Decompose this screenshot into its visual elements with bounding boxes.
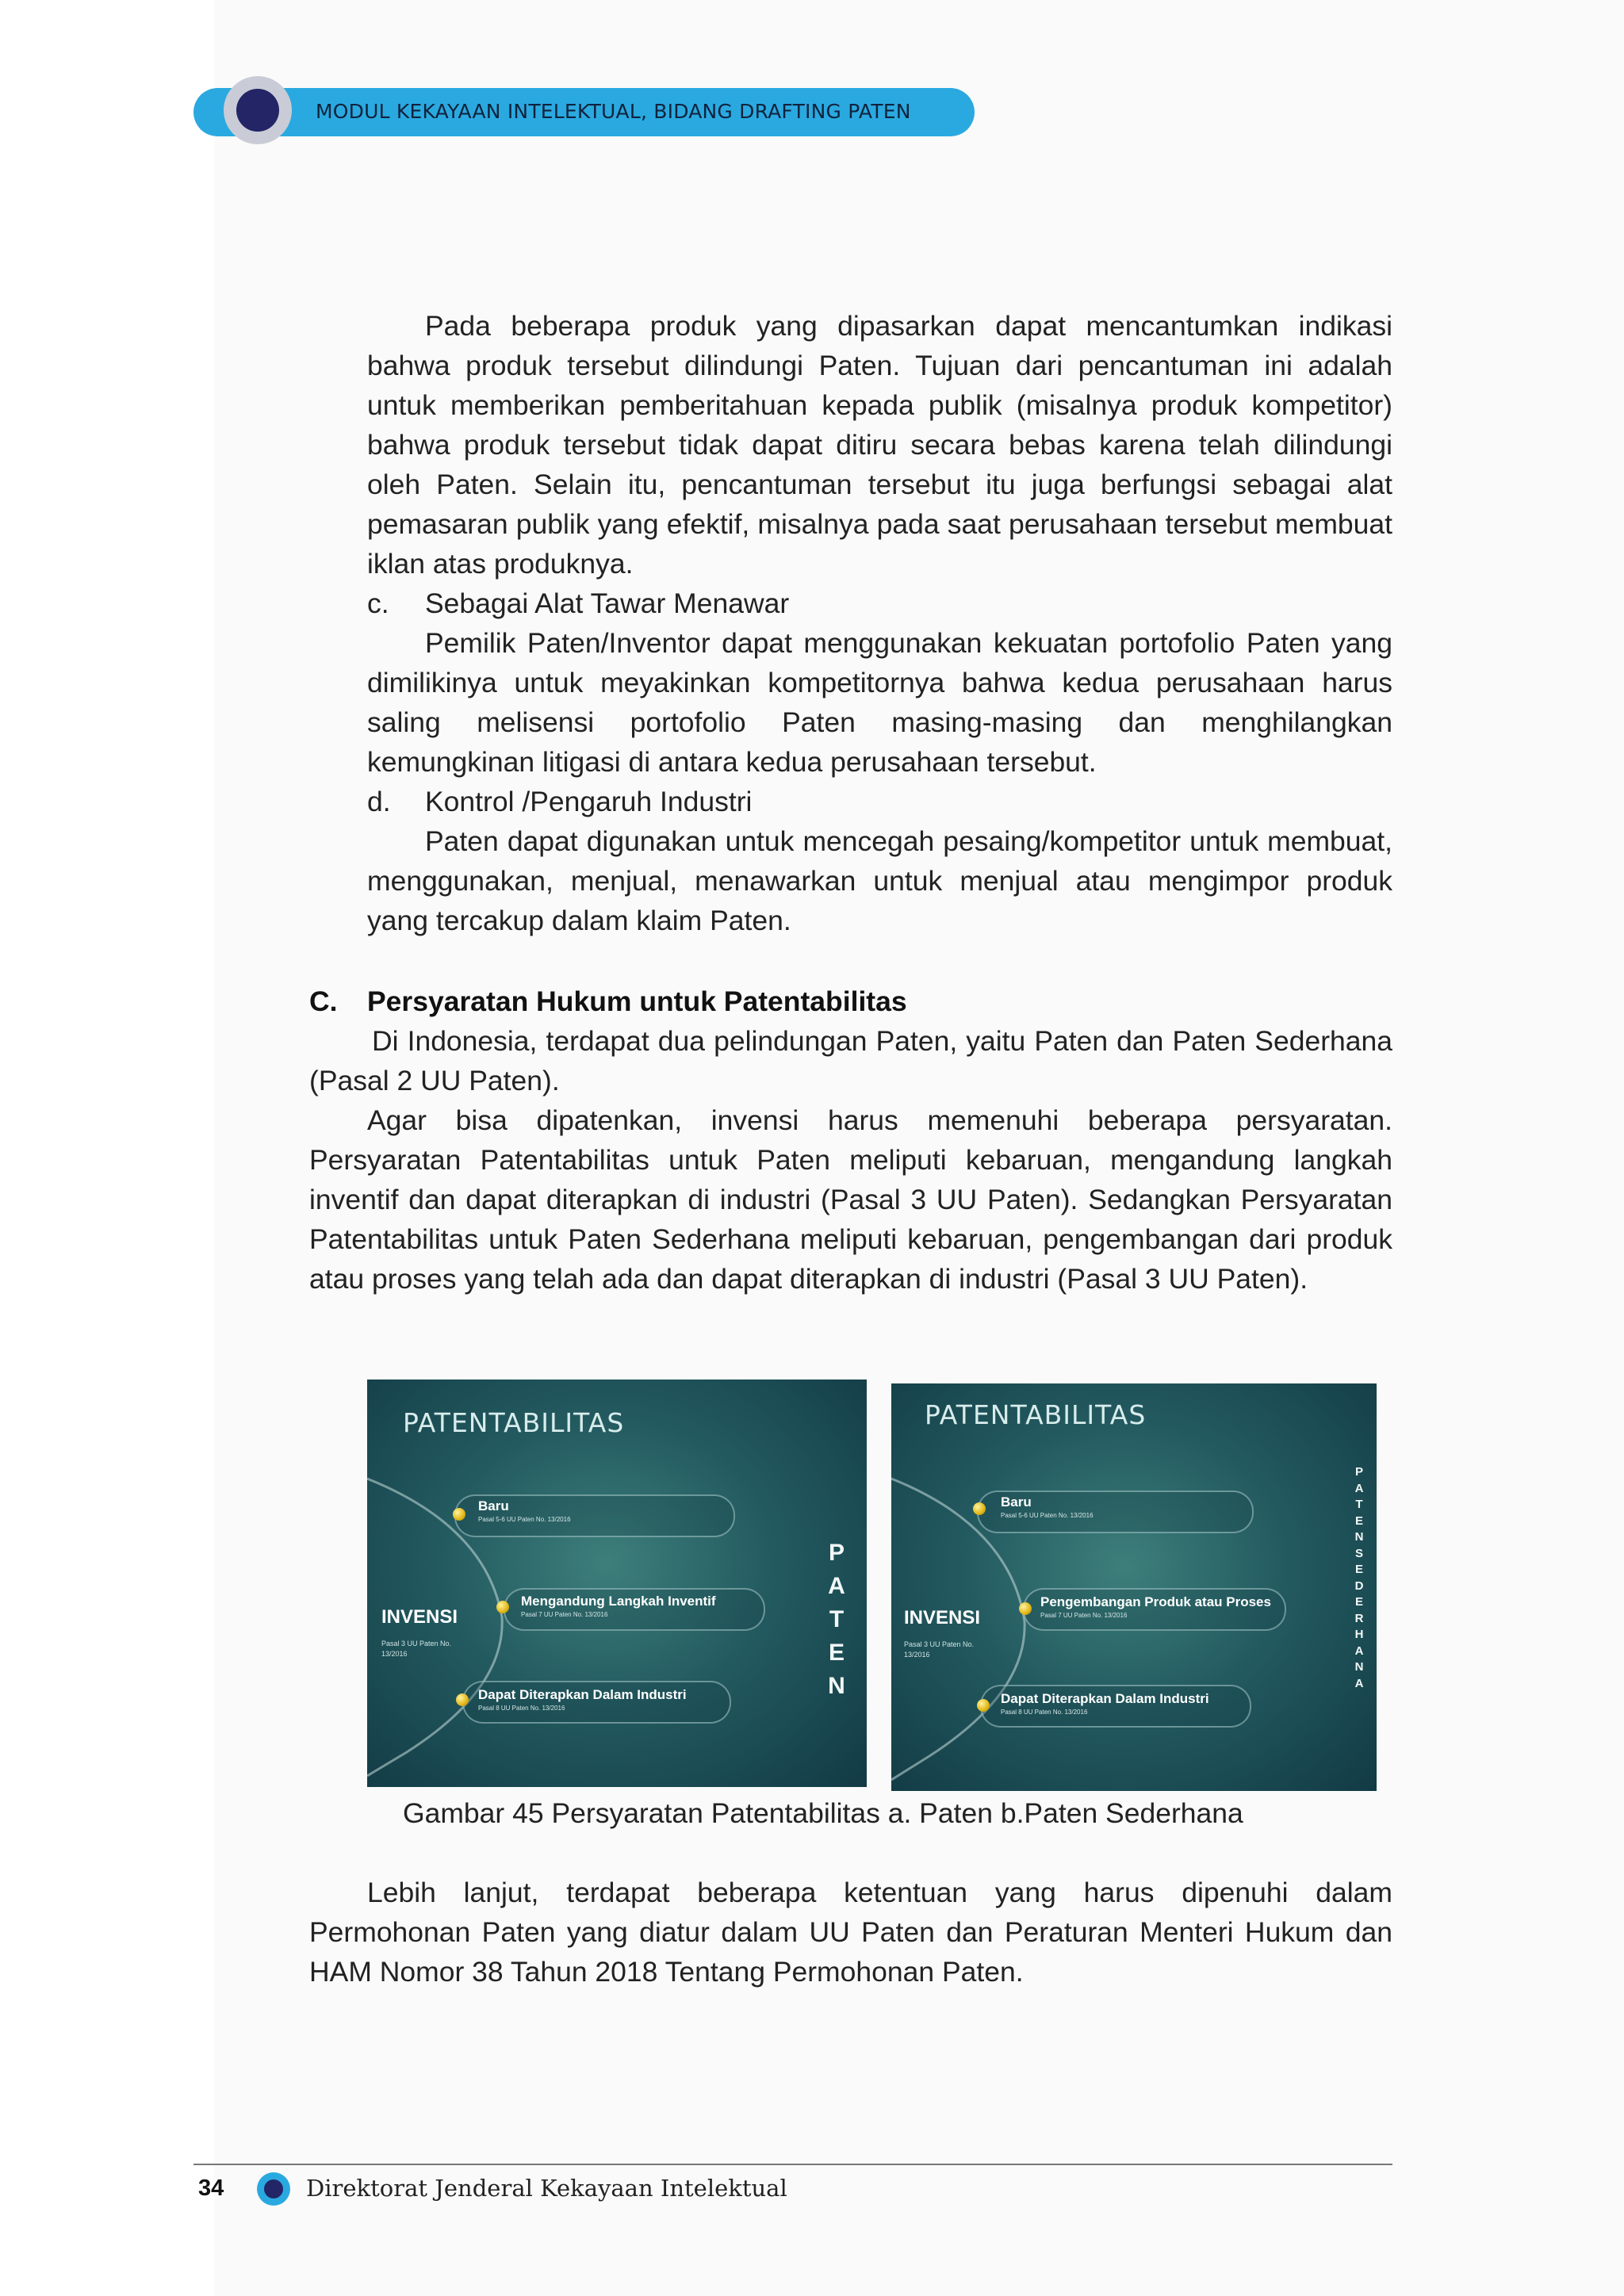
slide-a-item-2-title: Mengandung Langkah Inventif <box>521 1594 716 1609</box>
slide-a-center-label: INVENSI <box>381 1606 458 1628</box>
slide-a-side-label <box>821 1536 852 1703</box>
slide-a-side-letters: PATEN <box>828 1540 845 1699</box>
slide-b-arc <box>891 1383 1377 1791</box>
slide-b-item-3-sub: Pasal 8 UU Paten No. 13/2016 <box>1001 1709 1088 1716</box>
intro-paragraph: Pada beberapa produk yang dipasarkan dapat mencantumkan indikasi bahwa produk tersebut dilindungi Paten. Tujuan dari pencantuman ini adalah untuk memberikan pemberitahuan kepada publik (misalnya produk kompetitor) bahwa produk tersebut tidak dapat ditiru secara bebas karena telah dilindungi oleh Paten. Selain itu, pencantuman tersebut itu juga berfungsi sebagai alat pemasaran publik yang efektif, misalnya pada saat perusahaan tersebut membuat iklan atas produknya. <box>367 310 1392 580</box>
slide-a-item-2-sub: Pasal 7 UU Paten No. 13/2016 <box>521 1611 608 1618</box>
slide-a-title: PATENTABILITAS <box>403 1407 625 1438</box>
list-text-d: Paten dapat digunakan untuk mencegah pesaing/kompetitor untuk membuat, menggunakan, menjual, menawarkan untuk menjual atau mengimpor produk yang tercakup dalam klaim Paten. <box>367 825 1392 936</box>
module-title: MODUL KEKAYAAN INTELEKTUAL, BIDANG DRAFTING PATEN <box>316 100 911 123</box>
list-marker-c: c. <box>367 587 389 619</box>
slide-a-center-note: Pasal 3 UU Paten No. 13/2016 <box>381 1640 452 1658</box>
list-item-d <box>367 782 752 821</box>
header-circle-center <box>236 89 279 132</box>
slide-b-center-label: INVENSI <box>904 1607 981 1628</box>
list-title-d: Kontrol /Pengaruh Industri <box>425 786 753 817</box>
footer-circle-center <box>264 2179 283 2198</box>
figure-caption: Gambar 45 Persyaratan Patentabilitas a. Paten b.Paten Sederhana <box>403 1797 1243 1829</box>
slide-b-dot-3 <box>977 1699 990 1712</box>
slide-a-dot-2 <box>496 1601 509 1613</box>
section-heading <box>309 982 907 1021</box>
slide-b-title: PATENTABILITAS <box>925 1399 1147 1430</box>
section-paragraph-2: Agar bisa dipatenkan, invensi harus memenuhi beberapa persyaratan. Persyaratan Patentabilitas untuk Paten meliputi kebaruan, mengandung langkah inventif dan dapat diterapkan di industri (Pasal 3 UU Paten). Sedangkan Persyaratan Patentabilitas untuk Paten Sederhana meliputi kebaruan, pengembangan dari produk atau proses yang telah ada dan dapat diterapkan di industri (Pasal 3 UU Paten). <box>309 1104 1392 1295</box>
slide-b-item-1-sub: Pasal 5-6 UU Paten No. 13/2016 <box>1001 1512 1094 1519</box>
slide-a-item-3-sub: Pasal 8 UU Paten No. 13/2016 <box>478 1705 565 1712</box>
slide-a-dot-1 <box>453 1508 465 1521</box>
list-item-c <box>367 584 789 623</box>
slide-b-side-letters: PATEN SEDERHANA <box>1354 1465 1364 1690</box>
list-text-c: Pemilik Paten/Inventor dapat menggunakan kekuatan portofolio Paten yang dimilikinya untuk meyakinkan kompetitornya bahwa kedua perusahaan harus saling melisensi portofolio Paten masing-masing dan menghilangkan kemungkinan litigasi di antara kedua perusahaan tersebut. <box>367 627 1392 778</box>
footer-organization: Direktorat Jenderal Kekayaan Intelektual <box>306 2175 787 2202</box>
slide-b-dot-1 <box>973 1502 986 1515</box>
slide-a-item-3-title: Dapat Diterapkan Dalam Industri <box>478 1687 687 1702</box>
list-marker-d: d. <box>367 786 391 817</box>
slide-a-item-1-sub: Pasal 5-6 UU Paten No. 13/2016 <box>478 1516 571 1523</box>
slide-a-item-1-title: Baru <box>478 1498 509 1513</box>
section-paragraph-1: Di Indonesia, terdapat dua pelindungan Paten, yaitu Paten dan Paten Sederhana (Pasal 2 UU Paten). <box>309 1025 1392 1096</box>
slide-b-item-2-sub: Pasal 7 UU Paten No. 13/2016 <box>1040 1612 1128 1619</box>
footer-divider <box>193 2164 1392 2165</box>
slide-b-dot-2 <box>1019 1602 1032 1615</box>
figure-slide-paten-sederhana <box>891 1383 1377 1791</box>
slide-arc <box>367 1380 867 1787</box>
list-title-c: Sebagai Alat Tawar Menawar <box>425 587 790 619</box>
slide-b-item-2-title: Pengembangan Produk atau Proses <box>1040 1594 1271 1609</box>
slide-b-item-1-title: Baru <box>1001 1494 1032 1510</box>
slide-b-item-3-title: Dapat Diterapkan Dalam Industri <box>1001 1691 1209 1706</box>
slide-b-center-note: Pasal 3 UU Paten No. 13/2016 <box>904 1640 975 1659</box>
closing-paragraph: Lebih lanjut, terdapat beberapa ketentuan yang harus dipenuhi dalam Permohonan Paten yang diatur dalam UU Paten dan Peraturan Menteri Hukum dan HAM Nomor 38 Tahun 2018 Tentang Permohonan Paten. <box>309 1877 1392 1988</box>
section-marker: C. <box>309 985 338 1017</box>
figure-slide-paten <box>367 1380 867 1787</box>
section-title: Persyaratan Hukum untuk Patentabilitas <box>367 985 907 1017</box>
page-number: 34 <box>198 2175 224 2201</box>
slide-a-dot-3 <box>456 1693 469 1706</box>
slide-b-side-label <box>1347 1464 1371 1692</box>
